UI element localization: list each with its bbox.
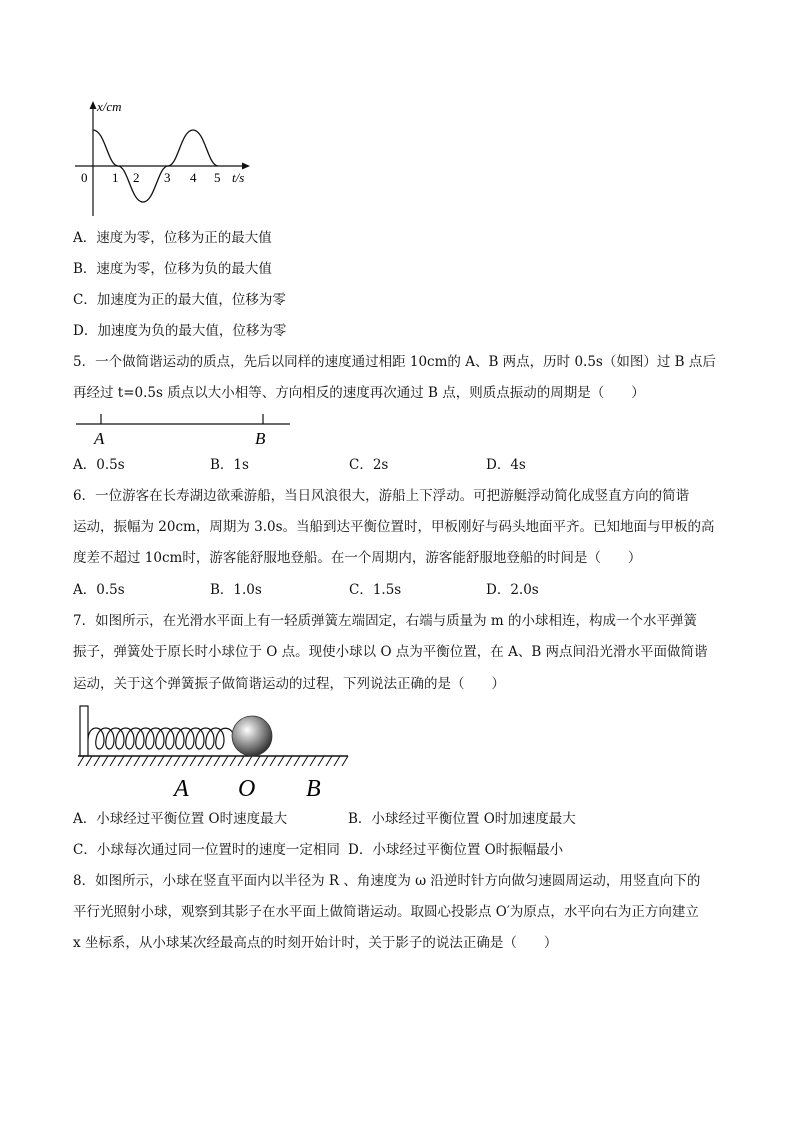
q4-option-a[interactable]: A．速度为零，位移为正的最大值 — [73, 230, 272, 246]
q6-stem-line1: 6．一位游客在长寿湖边欲乘游船，当日风浪很大，游船上下浮动。可把游艇浮动简化成竖直方向的简谐 — [73, 488, 690, 504]
q6-option-c[interactable]: C．1.5s — [349, 582, 402, 598]
tick-label-1: 1 — [112, 170, 119, 185]
q6-options — [73, 580, 733, 600]
q5-options — [73, 455, 733, 475]
tick-label-3: 3 — [164, 170, 171, 185]
y-axis-arrow — [90, 101, 97, 109]
q7-options-row2 — [73, 840, 733, 860]
q5-option-c[interactable]: C．2s — [349, 457, 389, 473]
q7-option-c[interactable]: C．小球每次通过同一位置时的速度一定相同 — [73, 842, 340, 858]
q7-stem-line3: 运动，关于这个弹簧振子做简谐运动的过程，下列说法正确的是（ ） — [73, 676, 505, 692]
q7-label-a: A — [174, 776, 189, 802]
tick-label-2: 2 — [133, 170, 140, 185]
q4-option-d[interactable]: D．加速度为负的最大值，位移为零 — [73, 323, 287, 339]
tick-label-0: 0 — [81, 170, 88, 185]
q6-option-a[interactable]: A．0.5s — [73, 582, 125, 598]
xt-graph — [70, 96, 260, 221]
q6-stem-line2: 运动，振幅为 20cm，周期为 3.0s。当船到达平衡位置时，甲板刚好与码头地面平齐。已知地面与甲板的高 — [73, 519, 715, 535]
q8-stem-line2: 平行光照射小球，观察到其影子在水平面上做简谐运动。取圆心投影点 O′为原点，水平向右为正方向建立 — [73, 904, 699, 920]
q4-option-b[interactable]: B．速度为零，位移为负的最大值 — [73, 261, 272, 277]
q5-option-d[interactable]: D．4s — [486, 457, 526, 473]
q8-stem-line1: 8．如图所示，小球在竖直平面内以半径为 R 、角速度为 ω 沿逆时针方向做匀速圆周运动，用竖直向下的 — [73, 873, 701, 889]
x-axis-label: t/s — [232, 170, 245, 185]
q5-label-b: B — [255, 429, 266, 448]
tick-label-5: 5 — [214, 170, 221, 185]
q7-option-b[interactable]: B．小球经过平衡位置 O时加速度最大 — [348, 811, 576, 827]
q5-stem-line2: 再经过 t=0.5s 质点以大小相等、方向相反的速度再次通过 B 点，则质点振动的周期是（ ） — [73, 385, 645, 401]
q5-option-a[interactable]: A．0.5s — [73, 457, 125, 473]
q5-stem-line1: 5．一个做简谐运动的质点，先后以同样的速度通过相距 10cm的 A、B 两点，历时 0.5s（如图）过 B 点后 — [73, 354, 716, 370]
q5-figure — [70, 408, 300, 452]
wall — [80, 706, 88, 756]
x-axis-arrow — [242, 163, 250, 170]
q7-stem-line2: 振子，弹簧处于原长时小球位于 O 点。现使小球以 O 点为平衡位置，在 A、B 两点间沿光滑水平面做简谐 — [73, 644, 708, 660]
q5-label-a: A — [94, 429, 105, 448]
q6-option-d[interactable]: D．2.0s — [486, 582, 539, 598]
q8-stem-line3: x 坐标系，从小球某次经最高点的时刻开始计时，关于影子的说法正确是（ ） — [73, 935, 558, 951]
ground-hatching — [78, 756, 348, 766]
tick-label-4: 4 — [190, 170, 197, 185]
q7-option-d[interactable]: D．小球经过平衡位置 O时振幅最小 — [348, 842, 564, 858]
spring — [88, 728, 234, 749]
ball — [232, 716, 272, 756]
q7-stem-line1: 7．如图所示，在光滑水平面上有一轻质弹簧左端固定，右端与质量为 m 的小球相连，构成一个水平弹簧 — [73, 613, 697, 629]
q5-option-b[interactable]: B．1s — [210, 457, 249, 473]
q7-label-b: B — [306, 776, 321, 802]
q7-options-row1 — [73, 809, 733, 829]
q7-label-o: O — [238, 776, 256, 802]
q6-stem-line3: 度差不超过 10cm时，游客能舒服地登船。在一个周期内，游客能舒服地登船的时间是（ ） — [73, 550, 642, 566]
q4-option-c[interactable]: C．加速度为正的最大值，位移为零 — [73, 292, 286, 308]
spring-oscillator-figure — [70, 700, 360, 804]
q6-option-b[interactable]: B．1.0s — [210, 582, 262, 598]
y-axis-label: x/cm — [97, 99, 122, 114]
q7-option-a[interactable]: A．小球经过平衡位置 O时速度最大 — [73, 811, 288, 827]
